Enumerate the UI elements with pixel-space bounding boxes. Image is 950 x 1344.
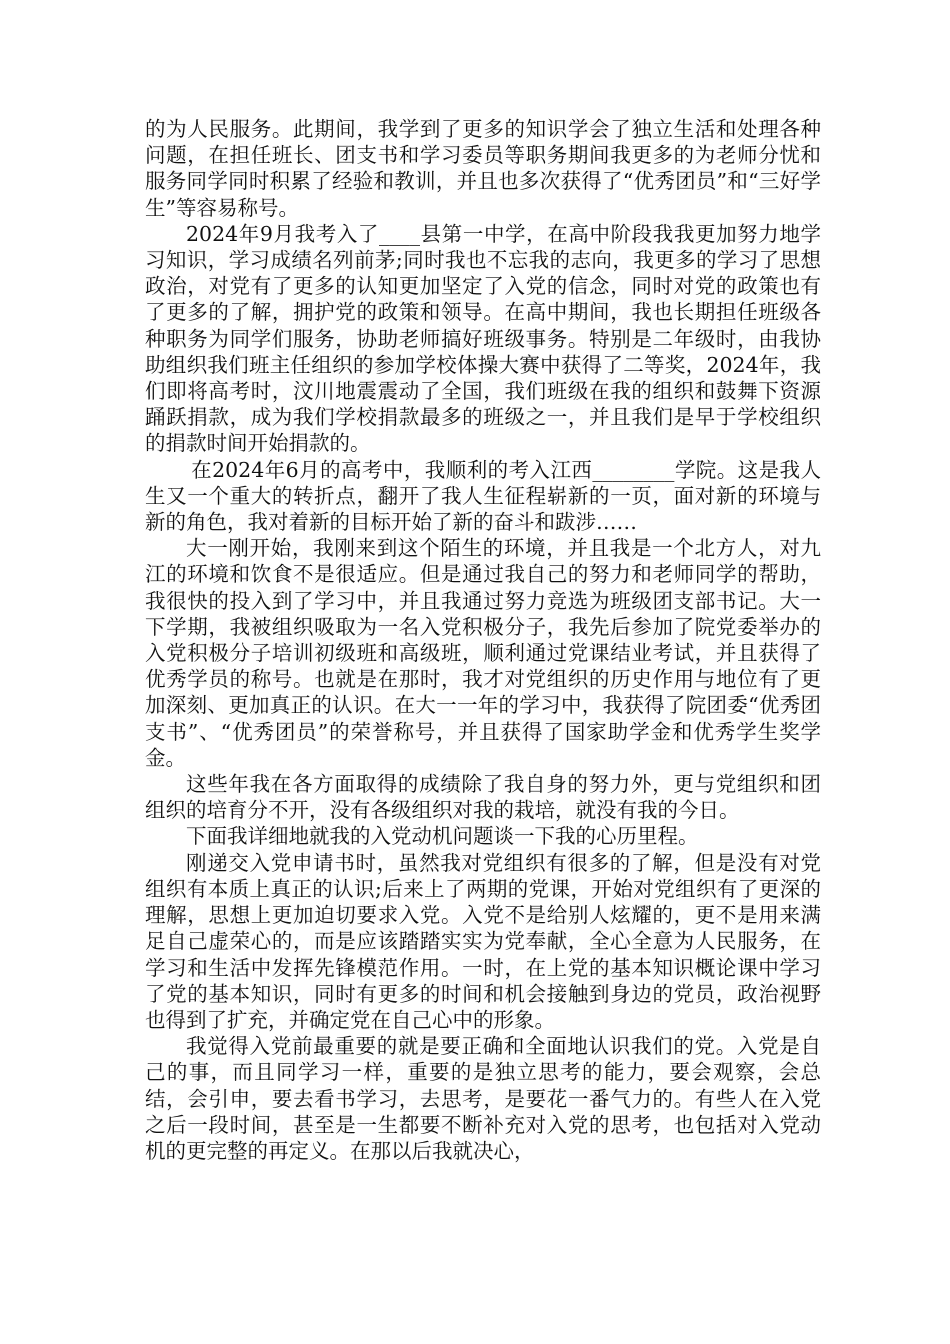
paragraph-7: 刚递交入党申请书时，虽然我对党组织有很多的了解，但是没有对党组织有本质上真正的认识;后来上了两期的党课，开始对党组织有了更深的理解，思想上更加迫切要求入党。入党不是给别人炫耀的，更不是用来满足自己虚荣心的，而是应该踏踏实实为党奉献，全心全意为人民服务，在学习和生活中发挥先锋模范作用。一时，在上党的基本知识概论课中学习了党的基本知识，同时有更多的时间和机会接触到身边的党员，政治视野也得到了扩充，并确定党在自己心中的形象。 [145,850,821,1032]
paragraph-6: 下面我详细地就我的入党动机问题谈一下我的心历里程。 [186,824,699,849]
paragraph-2: 2024年9月我考入了____县第一中学，在高中阶段我我更加努力地学习知识，学习成绩名列前茅;同时我也不忘我的志向，我更多的学习了思想政治，对党有了更多的认知更加坚定了入党的信念，同时对党的政策也有了更多的了解，拥护党的政策和领导。在高中期间，我也长期担任班级各种职务为同学们服务，协助老师搞好班级事务。特别是二年级时，由我协助组织我们班主任组织的参加学校体操大赛中获得了二等奖，2024年，我们即将高考时，汶川地震震动了全国，我们班级在我的组织和鼓舞下资源踊跃捐款，成为我们学校捐款最多的班级之一，并且我们是早于学校组织的捐款时间开始捐款的。 [145,221,821,456]
document-page [145,116,821,1164]
paragraph-4: 大一刚开始，我刚来到这个陌生的环境，并且我是一个北方人，对九江的环境和饮食不是很适应。但是通过我自己的努力和老师同学的帮助，我很快的投入到了学习中，并且我通过努力竞选为班级团支部书记。大一下学期，我被组织吸取为一名入党积极分子，我先后参加了院党委举办的入党积极分子培训初级班和高级班，顺利通过党课结业考试，并且获得了优秀学员的称号。也就是在那时，我才对党组织的历史作用与地位有了更加深刻、更加真正的认识。在大一一年的学习中，我获得了院团委“优秀团支书”、“优秀团员”的荣誉称号，并且获得了国家助学金和优秀学生奖学金。 [145,536,821,770]
paragraph-8: 我觉得入党前最重要的就是要正确和全面地认识我们的党。入党是自己的事，而且同学习一样，重要的是独立思考的能力，要会观察，会总结，会引申，要去看书学习，去思考，是要花一番气力的。有些人在入党之后一段时间，甚至是一生都要不断补充对入党的思考，也包括对入党动机的更完整的再定义。在那以后我就决心， [145,1034,821,1163]
paragraph-5: 这些年我在各方面取得的成绩除了我自身的努力外，更与党组织和团组织的培育分不开，没有各级组织对我的栽培，就没有我的今日。 [145,772,821,823]
paragraph-1: 的为人民服务。此期间，我学到了更多的知识学会了独立生活和处理各种问题，在担任班长、团支书和学习委员等职务期间我更多的为老师分忧和服务同学同时积累了经验和教训，并且也多次获得了“优秀团员”和“三好学生”等容易称号。 [145,117,821,220]
paragraph-3: 在2024年6月的高考中，我顺利的考入江西________学院。这是我人生又一个重大的转折点，翻开了我人生征程崭新的一页，面对新的环境与新的角色，我对着新的目标开始了新的奋斗和跋涉…… [145,457,821,535]
